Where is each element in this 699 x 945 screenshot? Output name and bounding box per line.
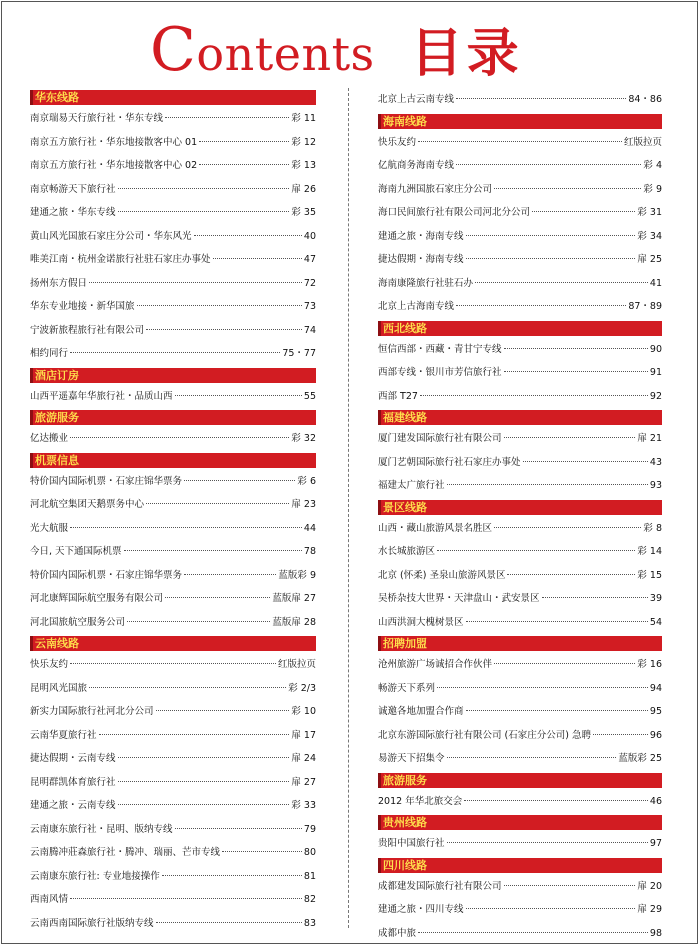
toc-entry[interactable]	[378, 724, 662, 748]
toc-entry[interactable]	[30, 225, 316, 249]
toc-entry[interactable]	[378, 154, 662, 178]
section-header	[378, 773, 662, 788]
toc-entry[interactable]	[30, 342, 316, 366]
section-header	[30, 368, 316, 383]
entry-page: 彩 34	[637, 230, 662, 242]
dot-leader	[504, 371, 648, 372]
toc-entry[interactable]	[30, 564, 316, 588]
entry-name: 南京五方旅行社・华东地接散客中心 01	[30, 136, 198, 148]
entry-page: 彩 8	[643, 522, 662, 534]
dot-leader	[184, 574, 276, 575]
dot-leader	[475, 282, 648, 283]
entry-name: 海南九洲国旅石家庄分公司	[378, 183, 493, 195]
toc-entry[interactable]	[30, 319, 316, 343]
toc-entry[interactable]	[30, 493, 316, 517]
dot-leader	[466, 621, 648, 622]
toc-entry[interactable]	[30, 747, 316, 771]
toc-entry[interactable]	[378, 677, 662, 701]
entry-name: 河北国旅航空服务公司	[30, 616, 126, 628]
dot-leader	[466, 908, 636, 909]
dot-leader	[507, 574, 635, 575]
dot-leader	[194, 235, 302, 236]
entry-name: 捷达假期・云南专线	[30, 753, 116, 764]
entry-name: 新实力国际旅行社河北分公司	[30, 706, 154, 717]
toc-entry[interactable]	[30, 178, 316, 202]
dot-leader	[504, 348, 648, 349]
section-label: 华东线路	[35, 91, 79, 104]
toc-entry[interactable]	[30, 470, 316, 494]
entry-name: 昆明群凯体育旅行社	[30, 776, 116, 788]
section-header	[30, 636, 316, 651]
entry-page: 彩 4	[643, 160, 662, 171]
entry-name: 建通之旅・华东专线	[30, 207, 116, 218]
dot-leader	[70, 437, 289, 438]
entry-name: 南京畅游天下旅行社	[30, 183, 116, 195]
entry-page: 彩 2/3	[288, 682, 316, 694]
dot-leader	[70, 352, 280, 353]
entry-page: 彩 12	[291, 136, 316, 148]
dot-leader	[137, 305, 302, 306]
section-header	[378, 815, 662, 830]
entry-page: 扉 20	[637, 880, 662, 892]
entry-page: 扉 25	[637, 254, 662, 265]
dot-leader	[456, 98, 626, 99]
toc-entry[interactable]	[378, 248, 662, 272]
entry-name: 成都建发国际旅行社有限公司	[378, 880, 502, 892]
dot-leader	[456, 305, 626, 306]
entry-page: 39	[649, 593, 662, 604]
toc-entry[interactable]	[30, 653, 316, 677]
entry-page: 蓝版扉 28	[272, 616, 316, 628]
entry-name: 成都中旅	[378, 927, 417, 939]
entry-page: 彩 31	[637, 207, 662, 218]
toc-entry[interactable]	[378, 225, 662, 249]
dot-leader	[494, 663, 635, 664]
dot-leader	[418, 141, 622, 142]
toc-entry[interactable]	[378, 700, 662, 724]
entry-page: 蓝版彩 9	[278, 569, 316, 581]
dot-leader	[199, 141, 289, 142]
dot-leader	[99, 734, 290, 735]
toc-entry[interactable]	[378, 131, 662, 155]
entry-page: 79	[303, 823, 316, 835]
dot-leader	[447, 484, 648, 485]
entry-name: 云南康东旅行社・昆明、版纳专线	[30, 823, 173, 835]
entry-page: 红版拉页	[623, 136, 662, 148]
entry-page: 彩 15	[637, 569, 662, 581]
entry-name: 厦门艺朝国际旅行社石家庄办事处	[378, 456, 521, 468]
dot-leader	[146, 329, 302, 330]
dot-leader	[447, 842, 648, 843]
entry-page: 扉 23	[291, 499, 316, 510]
section-header	[30, 453, 316, 468]
entry-page: 72	[303, 277, 316, 289]
dot-leader	[222, 851, 302, 852]
title-chinese: 目录	[410, 24, 523, 84]
dot-leader	[118, 188, 290, 189]
entry-page: 红版拉页	[277, 659, 316, 670]
entry-page: 彩 16	[637, 659, 662, 670]
toc-entry[interactable]	[378, 832, 662, 856]
dot-leader	[165, 597, 270, 598]
entry-name: 快乐友约	[30, 659, 69, 670]
contents-right-column	[378, 88, 662, 945]
toc-entry[interactable]	[378, 474, 662, 498]
entry-page: 彩 6	[297, 475, 316, 487]
entry-page: 74	[303, 324, 316, 336]
dot-leader	[89, 687, 286, 688]
entry-page: 84・86	[628, 94, 662, 105]
page-title	[150, 14, 523, 85]
toc-entry[interactable]	[378, 178, 662, 202]
dot-leader	[418, 932, 648, 933]
entry-name: 北京东游国际旅行社有限公司 (石家庄分公司) 急聘	[378, 729, 591, 741]
dot-leader	[466, 710, 648, 711]
title-english-rest: ontents	[196, 27, 375, 81]
section-label: 贵州线路	[383, 816, 427, 829]
entry-name: 捷达假期・海南专线	[378, 254, 464, 265]
toc-entry[interactable]	[30, 888, 316, 912]
entry-page: 97	[649, 838, 662, 849]
dot-leader	[494, 188, 641, 189]
entry-name: 光大航服	[30, 522, 69, 534]
column-divider	[348, 88, 349, 928]
section-header	[378, 114, 662, 129]
entry-page: 83	[303, 917, 316, 929]
entry-name: 福建太广旅行社	[378, 480, 445, 491]
section-label: 旅游服务	[35, 411, 79, 424]
entry-name: 华东专业地接・新华国旅	[30, 301, 135, 312]
section-header	[378, 321, 662, 336]
dot-leader	[523, 461, 648, 462]
toc-entry[interactable]	[378, 385, 662, 409]
toc-entry[interactable]	[30, 272, 316, 296]
entry-name: 吴桥杂技大世界・天津盘山・武安景区	[378, 593, 540, 604]
entry-name: 诚邀各地加盟合作商	[378, 706, 464, 717]
entry-page: 44	[303, 522, 316, 534]
toc-entry[interactable]	[378, 295, 662, 319]
entry-name: 西部专线・银川市芳信旅行社	[378, 367, 502, 378]
dot-leader	[466, 235, 636, 236]
dot-leader	[156, 922, 302, 923]
toc-entry[interactable]	[378, 88, 662, 112]
toc-entry[interactable]	[30, 107, 316, 131]
toc-entry[interactable]	[378, 517, 662, 541]
dot-leader	[156, 710, 290, 711]
dot-leader	[175, 395, 302, 396]
entry-page: 75・77	[282, 348, 316, 359]
toc-entry[interactable]	[30, 427, 316, 451]
toc-entry[interactable]	[378, 201, 662, 225]
contents-left-column	[30, 88, 316, 935]
entry-page: 40	[303, 230, 316, 242]
section-header	[378, 410, 662, 425]
dot-leader	[165, 117, 289, 118]
entry-name: 相约同行	[30, 348, 69, 359]
entry-page: 46	[649, 795, 662, 807]
dot-leader	[118, 781, 290, 782]
dot-leader	[464, 800, 648, 801]
toc-entry[interactable]	[378, 587, 662, 611]
dot-leader	[494, 527, 641, 528]
section-label: 招聘加盟	[383, 637, 427, 650]
title-english-capital: C	[150, 15, 197, 85]
entry-page: 95	[649, 706, 662, 717]
dot-leader	[162, 875, 302, 876]
entry-page: 96	[649, 729, 662, 741]
dot-leader	[593, 734, 648, 735]
section-header	[378, 500, 662, 515]
entry-name: 河北航空集团天鹅票务中心	[30, 499, 145, 510]
entry-page: 78	[303, 546, 316, 557]
toc-entry[interactable]	[378, 790, 662, 814]
dot-leader	[175, 828, 302, 829]
dot-leader	[532, 211, 635, 212]
entry-name: 西部 T27	[378, 390, 418, 402]
entry-name: 贵阳中国旅行社	[378, 838, 445, 849]
entry-name: 亿航商务海南专线	[378, 160, 455, 171]
entry-page: 43	[649, 456, 662, 468]
entry-name: 扬州东方假日	[30, 277, 88, 289]
entry-name: 厦门建发国际旅行社有限公司	[378, 433, 502, 444]
toc-entry[interactable]	[30, 517, 316, 541]
entry-page: 彩 11	[291, 113, 316, 124]
entry-name: 西南风情	[30, 894, 69, 905]
entry-name: 北京上古云南专线	[378, 94, 455, 105]
entry-name: 今日, 天下通国际机票	[30, 546, 122, 557]
toc-entry[interactable]	[30, 587, 316, 611]
entry-page: 扉 21	[637, 433, 662, 444]
entry-page: 80	[303, 847, 316, 858]
entry-name: 宁波新旅程旅行社有限公司	[30, 324, 145, 336]
section-label: 云南线路	[35, 637, 79, 650]
dot-leader	[146, 503, 289, 504]
toc-entry[interactable]	[378, 451, 662, 475]
toc-entry[interactable]	[30, 385, 316, 409]
dot-leader	[70, 898, 302, 899]
entry-name: 2012 年华北旅交会	[378, 795, 463, 807]
dot-leader	[70, 663, 276, 664]
entry-page: 彩 35	[291, 207, 316, 218]
toc-entry[interactable]	[30, 912, 316, 936]
entry-page: 47	[303, 254, 316, 265]
toc-entry[interactable]	[30, 700, 316, 724]
entry-page: 彩 32	[291, 433, 316, 444]
entry-name: 亿达搬业	[30, 433, 69, 444]
entry-name: 河北康辉国际航空服务有限公司	[30, 593, 164, 604]
section-label: 西北线路	[383, 321, 427, 335]
toc-entry[interactable]	[30, 724, 316, 748]
toc-entry[interactable]	[30, 611, 316, 635]
entry-page: 彩 10	[291, 706, 316, 717]
entry-page: 98	[649, 927, 662, 939]
section-label: 机票信息	[35, 453, 79, 467]
entry-page: 93	[649, 480, 662, 491]
entry-name: 水长城旅游区	[378, 546, 436, 557]
entry-page: 彩 13	[291, 160, 316, 171]
entry-page: 82	[303, 894, 316, 905]
dot-leader	[118, 211, 290, 212]
toc-entry[interactable]	[378, 747, 662, 771]
dot-leader	[456, 164, 641, 165]
dot-leader	[213, 258, 302, 259]
dot-leader	[184, 480, 295, 481]
toc-entry[interactable]	[378, 898, 662, 922]
toc-entry[interactable]	[30, 131, 316, 155]
entry-page: 扉 27	[291, 776, 316, 788]
dot-leader	[466, 258, 636, 259]
entry-page: 彩 9	[643, 183, 662, 195]
entry-name: 山西平遥嘉年华旅行社・品质山西	[30, 390, 173, 402]
toc-entry[interactable]	[30, 248, 316, 272]
entry-name: 南京瑞易天行旅行社・华东专线	[30, 113, 164, 124]
entry-page: 54	[649, 616, 662, 628]
toc-entry[interactable]	[378, 564, 662, 588]
section-header	[378, 636, 662, 651]
entry-page: 81	[303, 870, 316, 882]
toc-entry[interactable]	[378, 338, 662, 362]
entry-page: 91	[649, 367, 662, 378]
entry-page: 扉 24	[291, 753, 316, 764]
entry-page: 87・89	[628, 301, 662, 312]
entry-page: 彩 14	[637, 546, 662, 557]
toc-entry[interactable]	[30, 295, 316, 319]
entry-page: 扉 26	[291, 183, 316, 195]
section-label: 福建线路	[383, 411, 427, 424]
entry-page: 90	[649, 343, 662, 355]
dot-leader	[127, 621, 270, 622]
entry-name: 特价国内国际机票・石家庄锦华票务	[30, 475, 183, 487]
entry-page: 41	[649, 277, 662, 289]
dot-leader	[437, 687, 648, 688]
toc-entry[interactable]	[30, 201, 316, 225]
entry-name: 山西・藏山旅游风景名胜区	[378, 522, 493, 534]
entry-name: 北京 (怀柔) 圣泉山旅游风景区	[378, 569, 506, 581]
section-label: 四川线路	[383, 858, 427, 872]
dot-leader	[118, 757, 290, 758]
dot-leader	[504, 437, 636, 438]
dot-leader	[542, 597, 648, 598]
entry-page: 彩 33	[291, 800, 316, 811]
dot-leader	[124, 550, 302, 551]
entry-page: 扉 29	[637, 904, 662, 915]
toc-entry[interactable]	[30, 841, 316, 865]
section-label: 酒店订房	[35, 368, 79, 382]
entry-name: 黄山风光国旅石家庄分公司・华东风光	[30, 230, 192, 242]
entry-name: 云南西南国际旅行社版纳专线	[30, 917, 154, 929]
entry-name: 海口民间旅行社有限公司河北分公司	[378, 207, 531, 218]
entry-page: 94	[649, 682, 662, 694]
toc-entry[interactable]	[30, 154, 316, 178]
entry-name: 沧州旅游广场诚招合作伙伴	[378, 659, 493, 670]
entry-name: 易游天下招集令	[378, 753, 445, 764]
toc-entry[interactable]	[30, 771, 316, 795]
toc-entry[interactable]	[30, 865, 316, 889]
entry-name: 快乐友约	[378, 136, 417, 148]
entry-page: 55	[303, 390, 316, 402]
section-label: 海南线路	[383, 114, 427, 128]
toc-entry[interactable]	[30, 540, 316, 564]
toc-entry[interactable]	[378, 922, 662, 945]
entry-name: 山西洪洞大槐树景区	[378, 616, 464, 628]
entry-name: 恒信西部・西藏・青甘宁专线	[378, 343, 502, 355]
entry-name: 云南腾冲莊森旅行社・腾冲、瑞丽、芒市专线	[30, 847, 221, 858]
entry-page: 92	[649, 390, 662, 402]
toc-entry[interactable]	[378, 540, 662, 564]
entry-page: 73	[303, 301, 316, 312]
entry-name: 建通之旅・海南专线	[378, 230, 464, 242]
dot-leader	[437, 550, 635, 551]
section-label: 旅游服务	[383, 773, 427, 787]
toc-entry[interactable]	[378, 611, 662, 635]
entry-name: 特价国内国际机票・石家庄锦华票务	[30, 569, 183, 581]
section-label: 景区线路	[383, 500, 427, 514]
entry-name: 畅游天下系列	[378, 682, 436, 694]
entry-name: 南京五方旅行社・华东地接散客中心 02	[30, 160, 198, 171]
entry-page: 扉 17	[291, 729, 316, 741]
section-header	[30, 410, 316, 425]
title-english	[150, 15, 375, 85]
entry-name: 唯美江南・杭州金诺旅行社驻石家庄办事处	[30, 254, 211, 265]
entry-name: 昆明风光国旅	[30, 682, 88, 694]
dot-leader	[199, 164, 289, 165]
dot-leader	[70, 527, 302, 528]
dot-leader	[89, 282, 302, 283]
entry-page: 蓝版彩 25	[618, 753, 662, 764]
toc-entry[interactable]	[378, 361, 662, 385]
entry-page: 蓝版扉 27	[272, 593, 316, 604]
entry-name: 云南华夏旅行社	[30, 729, 97, 741]
toc-entry[interactable]	[30, 818, 316, 842]
dot-leader	[420, 395, 648, 396]
entry-name: 北京上古海南专线	[378, 301, 455, 312]
entry-name: 建通之旅・云南专线	[30, 800, 116, 811]
dot-leader	[118, 804, 290, 805]
dot-leader	[504, 885, 636, 886]
toc-entry[interactable]	[378, 427, 662, 451]
toc-entry[interactable]	[378, 875, 662, 899]
section-header	[378, 858, 662, 873]
entry-name: 海南康隆旅行社驻石办	[378, 277, 474, 289]
entry-name: 建通之旅・四川专线	[378, 904, 464, 915]
section-header	[30, 90, 316, 105]
toc-entry[interactable]	[378, 653, 662, 677]
toc-entry[interactable]	[30, 794, 316, 818]
dot-leader	[447, 757, 617, 758]
entry-name: 云南康东旅行社: 专业地接操作	[30, 870, 160, 882]
toc-entry[interactable]	[30, 677, 316, 701]
toc-entry[interactable]	[378, 272, 662, 296]
